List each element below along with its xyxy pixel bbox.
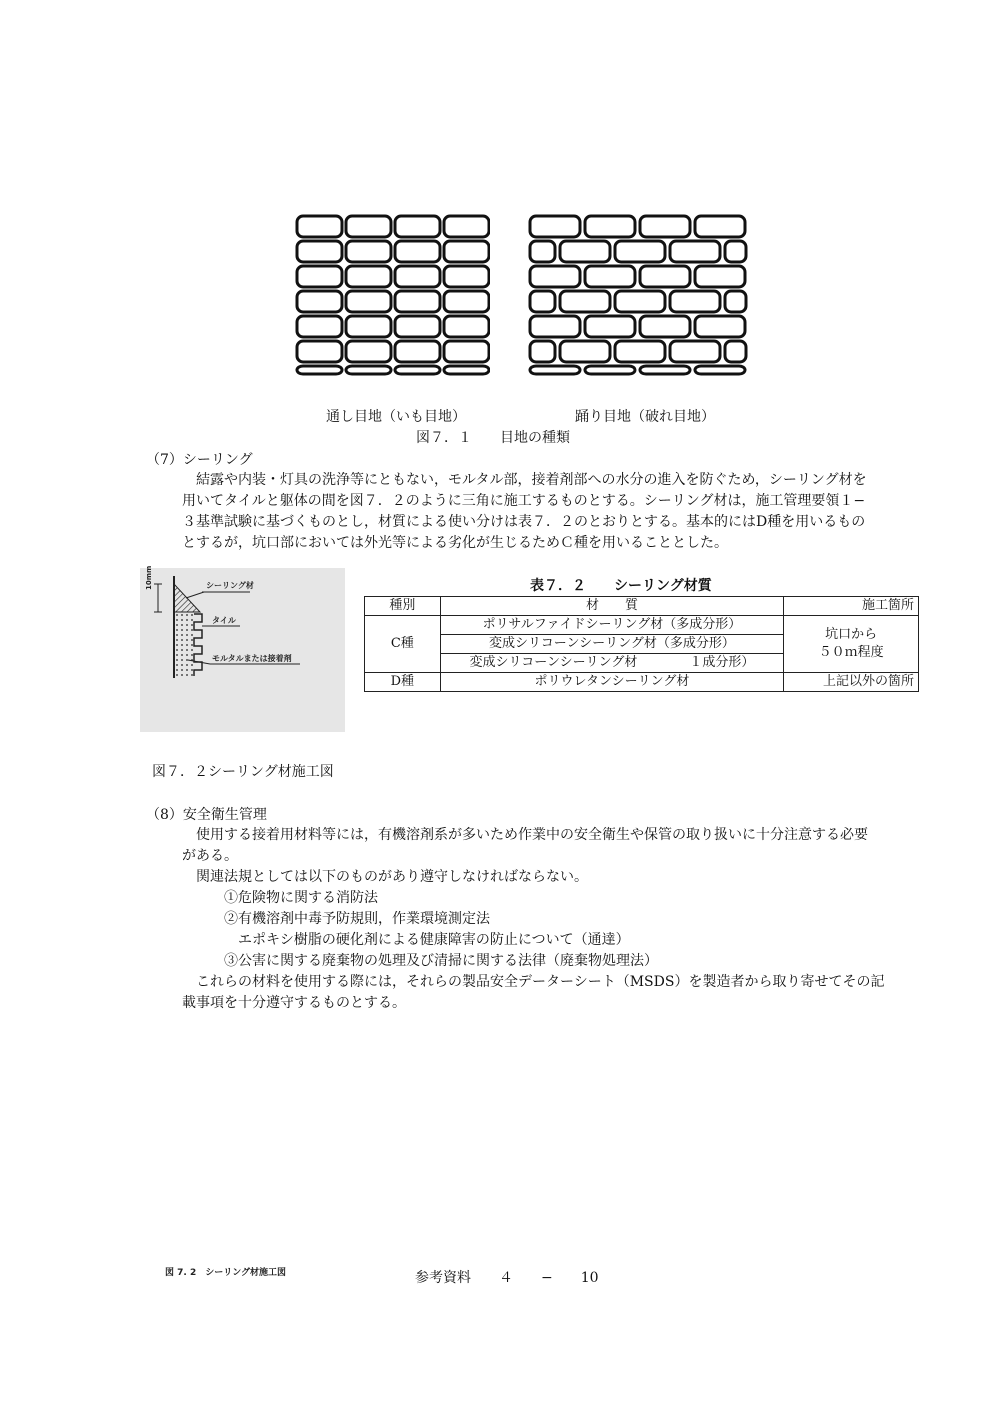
running-brick (615, 341, 665, 362)
section-7-body (182, 470, 902, 554)
figure-7-1-caption: 図７．１ 目地の種類 (416, 430, 570, 446)
table-7-2-title: 表７．２ シーリング材質 (530, 578, 712, 594)
regulation-item-2-sub: エポキシ樹脂の硬化剤による健康障害の防止について（通達） (238, 932, 630, 948)
running-bond-svg (527, 213, 749, 389)
stack-bond-svg (294, 213, 490, 389)
sealing-material-table (364, 596, 919, 692)
section-8-line: 載事項を十分遵守するものとする。 (182, 995, 406, 1011)
running-brick (695, 316, 745, 337)
running-brick (585, 366, 635, 374)
tile-label: タイル (212, 616, 236, 625)
running-brick (695, 216, 745, 237)
sealant-label: シーリング材 (206, 581, 254, 590)
running-brick (530, 366, 580, 374)
running-brick (670, 241, 720, 262)
d-type-cell: D種 (365, 673, 441, 692)
stack-brick (297, 291, 342, 312)
dimension-label: 10mm (145, 565, 153, 590)
running-brick (670, 341, 720, 362)
stack-brick (297, 241, 342, 262)
stack-brick (346, 216, 391, 237)
mortar-label: モルタルまたは接着剤 (212, 654, 292, 663)
stack-brick (395, 216, 440, 237)
section-7-line: とするが，坑口部においては外光等による劣化が生じるためＣ種を用いることとした。 (182, 535, 728, 551)
stack-brick (346, 316, 391, 337)
c-material-1: ポリサルファイドシーリング材（多成分形） (440, 616, 784, 635)
running-brick (615, 241, 665, 262)
regulation-item-2: ②有機溶剤中毒予防規則，作業環境測定法 (224, 911, 490, 927)
running-brick (560, 291, 610, 312)
c-material-2: 変成シリコーンシーリング材（多成分形） (440, 635, 784, 654)
table-row (365, 673, 919, 692)
running-brick (640, 316, 690, 337)
header-material: 材 質 (440, 597, 784, 616)
regulation-item-1: ①危険物に関する消防法 (224, 890, 378, 906)
section-7-line: 結露や内装・灯具の洗浄等にともない，モルタル部，接着剤部への水分の進入を防ぐため，シーリング材を (182, 472, 867, 488)
section-7-line: ３基準試験に基づくものとし，材質による使い分けは表７．２のとおりとする。基本的にはD種を用いるもの (182, 514, 866, 530)
running-brick (560, 341, 610, 362)
stack-brick (346, 366, 391, 374)
figure-7-2-caption: 図７．２シーリング材施工図 (152, 764, 334, 780)
table-row (365, 616, 919, 635)
sealing-diagram-svg (140, 565, 345, 732)
d-material: ポリウレタンシーリング材 (440, 673, 784, 692)
section-8-line: 関連法規としては以下のものがあり遵守しなければならない。 (196, 869, 588, 885)
stack-brick (395, 316, 440, 337)
running-brick (695, 266, 745, 287)
stack-brick (395, 341, 440, 362)
running-brick (640, 366, 690, 374)
running-bond-brick-illustration (527, 213, 749, 389)
stack-brick (444, 241, 489, 262)
stack-brick (346, 266, 391, 287)
running-brick (585, 316, 635, 337)
running-brick (530, 266, 580, 287)
running-brick (670, 291, 720, 312)
stack-brick (297, 266, 342, 287)
stack-brick (444, 266, 489, 287)
stack-brick (297, 216, 342, 237)
d-location: 上記以外の箇所 (784, 673, 919, 692)
stack-brick (444, 291, 489, 312)
running-brick (530, 241, 555, 262)
section-8-heading: （8）安全衛生管理 (146, 807, 267, 823)
stack-brick (444, 366, 489, 374)
stack-brick (395, 241, 440, 262)
stack-brick (346, 291, 391, 312)
section-8-body (182, 825, 902, 1014)
section-8-line: 使用する接着用材料等には，有機溶剤系が多いため作業中の安全衛生や保管の取り扱いに十分注意する必要 (182, 827, 868, 843)
c-location-line1: 坑口から (825, 627, 878, 642)
running-brick (530, 216, 580, 237)
running-brick (530, 341, 555, 362)
running-bond-label: 踊り目地（破れ目地） (575, 409, 715, 425)
page-footer: 参考資料 ４ − 10 (415, 1270, 599, 1286)
header-type: 種別 (365, 597, 441, 616)
c-material-3: 変成シリコーンシーリング材 １成分形） (440, 654, 784, 673)
stack-brick (297, 341, 342, 362)
stack-brick (346, 341, 391, 362)
running-brick (585, 216, 635, 237)
stack-brick (395, 366, 440, 374)
running-brick (615, 291, 665, 312)
running-brick (640, 266, 690, 287)
running-brick (725, 341, 746, 362)
running-brick (725, 241, 746, 262)
table-header-row (365, 597, 919, 616)
c-type-cell: C種 (365, 616, 441, 673)
section-7-line: 用いてタイルと躯体の間を図７．２のように三角に施工するものとする。シーリング材は，施工管理要領１− (182, 493, 866, 509)
regulation-item-3: ③公害に関する廃棄物の処理及び清掃に関する法律（廃棄物処理法） (224, 953, 658, 969)
c-location-cell (784, 616, 919, 673)
stack-brick (444, 216, 489, 237)
running-brick (530, 291, 555, 312)
running-brick (695, 366, 745, 374)
section-7-heading: （7）シーリング (146, 452, 253, 468)
stack-brick (444, 341, 489, 362)
photo-caption: 図 7. 2 シーリング材施工図 (165, 1268, 287, 1278)
stack-brick (395, 291, 440, 312)
stack-brick (395, 266, 440, 287)
stack-brick (346, 241, 391, 262)
section-8-line: これらの材料を使用する際には，それらの製品安全データーシート（MSDS）を製造者から取り寄せてその記 (182, 974, 885, 990)
stack-bond-label: 通し目地（いも目地） (326, 409, 466, 425)
running-brick (725, 291, 746, 312)
running-brick (530, 316, 580, 337)
header-location: 施工箇所 (784, 597, 919, 616)
section-8-line: がある。 (182, 848, 238, 864)
c-location-line2: ５０ｍ程度 (818, 645, 884, 660)
stack-bond-brick-illustration (294, 213, 490, 389)
stack-brick (297, 316, 342, 337)
stack-brick (444, 316, 489, 337)
stack-brick (297, 366, 342, 374)
running-brick (585, 266, 635, 287)
running-brick (640, 216, 690, 237)
running-brick (560, 241, 610, 262)
